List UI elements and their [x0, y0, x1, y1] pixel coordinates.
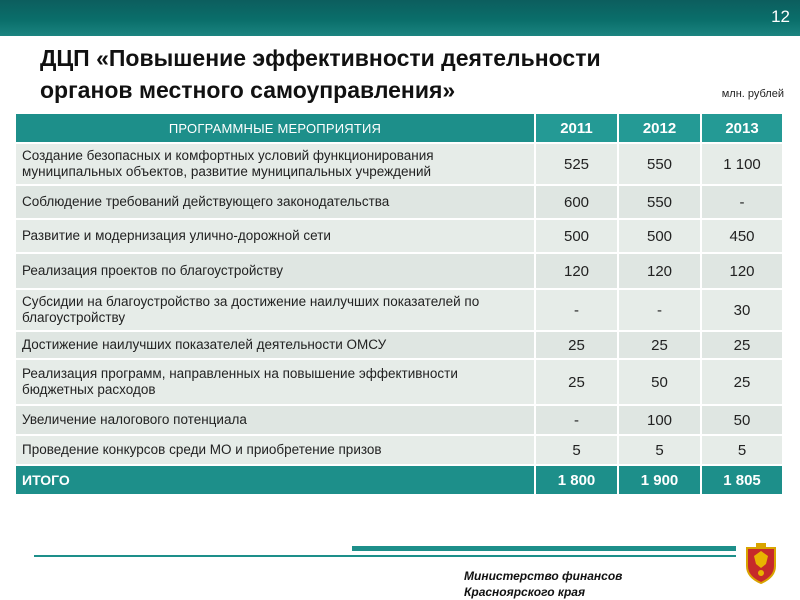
value-2011: 500 [535, 219, 618, 253]
value-2011: 525 [535, 143, 618, 185]
value-2013: 5 [701, 435, 783, 465]
total-2011: 1 800 [535, 465, 618, 495]
value-2012: 500 [618, 219, 701, 253]
row-label: Реализация программ, направленных на повышение эффективности бюджетных расходов [15, 359, 535, 405]
footer [464, 568, 622, 600]
total-row [15, 465, 783, 495]
value-2013: 25 [701, 331, 783, 359]
value-2013: 120 [701, 253, 783, 289]
table-row [15, 219, 783, 253]
table-row [15, 405, 783, 435]
value-2012: 120 [618, 253, 701, 289]
footer-divider-thin [34, 555, 736, 557]
value-2013: - [701, 185, 783, 219]
value-2012: 550 [618, 185, 701, 219]
top-bar [0, 0, 800, 36]
value-2012: 5 [618, 435, 701, 465]
value-2013: 1 100 [701, 143, 783, 185]
value-2011: 600 [535, 185, 618, 219]
table-row [15, 253, 783, 289]
table-row [15, 359, 783, 405]
value-2012: 25 [618, 331, 701, 359]
program-table [14, 112, 784, 496]
footer-ministry: Министерство финансов [464, 569, 623, 583]
header-year-2012: 2012 [618, 113, 701, 143]
coat-of-arms-icon [744, 542, 778, 584]
value-2012: 550 [618, 143, 701, 185]
row-label: Проведение конкурсов среди МО и приобретение призов [15, 435, 535, 465]
table-row [15, 143, 783, 185]
table-row [15, 331, 783, 359]
total-2013: 1 805 [701, 465, 783, 495]
row-label: Создание безопасных и комфортных условий функционирования муниципальных объектов, развитие муниципальных учреждений [15, 143, 535, 185]
value-2011: - [535, 405, 618, 435]
value-2011: 5 [535, 435, 618, 465]
row-label: Достижение наилучших показателей деятельности ОМСУ [15, 331, 535, 359]
slide-title [40, 42, 720, 106]
title-line-2: органов местного самоуправления» [40, 77, 456, 103]
value-2012: 50 [618, 359, 701, 405]
header-year-2011: 2011 [535, 113, 618, 143]
footer-divider-thick [352, 546, 736, 551]
value-2011: 25 [535, 331, 618, 359]
row-label: Увеличение налогового потенциала [15, 405, 535, 435]
header-year-2013: 2013 [701, 113, 783, 143]
value-2011: 25 [535, 359, 618, 405]
table-row [15, 289, 783, 331]
row-label: Субсидии на благоустройство за достижение наилучших показателей по благоустройству [15, 289, 535, 331]
table-header [15, 113, 783, 143]
footer-region: Красноярского края [464, 585, 586, 599]
row-label: Реализация проектов по благоустройству [15, 253, 535, 289]
row-label: Соблюдение требований действующего законодательства [15, 185, 535, 219]
value-2012: - [618, 289, 701, 331]
total-2012: 1 900 [618, 465, 701, 495]
value-2011: 120 [535, 253, 618, 289]
total-label: ИТОГО [15, 465, 535, 495]
value-2013: 25 [701, 359, 783, 405]
row-label: Развитие и модернизация улично-дорожной сети [15, 219, 535, 253]
value-2012: 100 [618, 405, 701, 435]
slide-number: 12 [771, 7, 790, 26]
value-2013: 450 [701, 219, 783, 253]
unit-label: млн. рублей [721, 88, 784, 100]
value-2013: 30 [701, 289, 783, 331]
value-2011: - [535, 289, 618, 331]
header-programs: ПРОГРАММНЫЕ МЕРОПРИЯТИЯ [15, 113, 535, 143]
table-row [15, 185, 783, 219]
title-line-1: ДЦП «Повышение эффективности деятельности [40, 45, 601, 71]
value-2013: 50 [701, 405, 783, 435]
table-row [15, 435, 783, 465]
